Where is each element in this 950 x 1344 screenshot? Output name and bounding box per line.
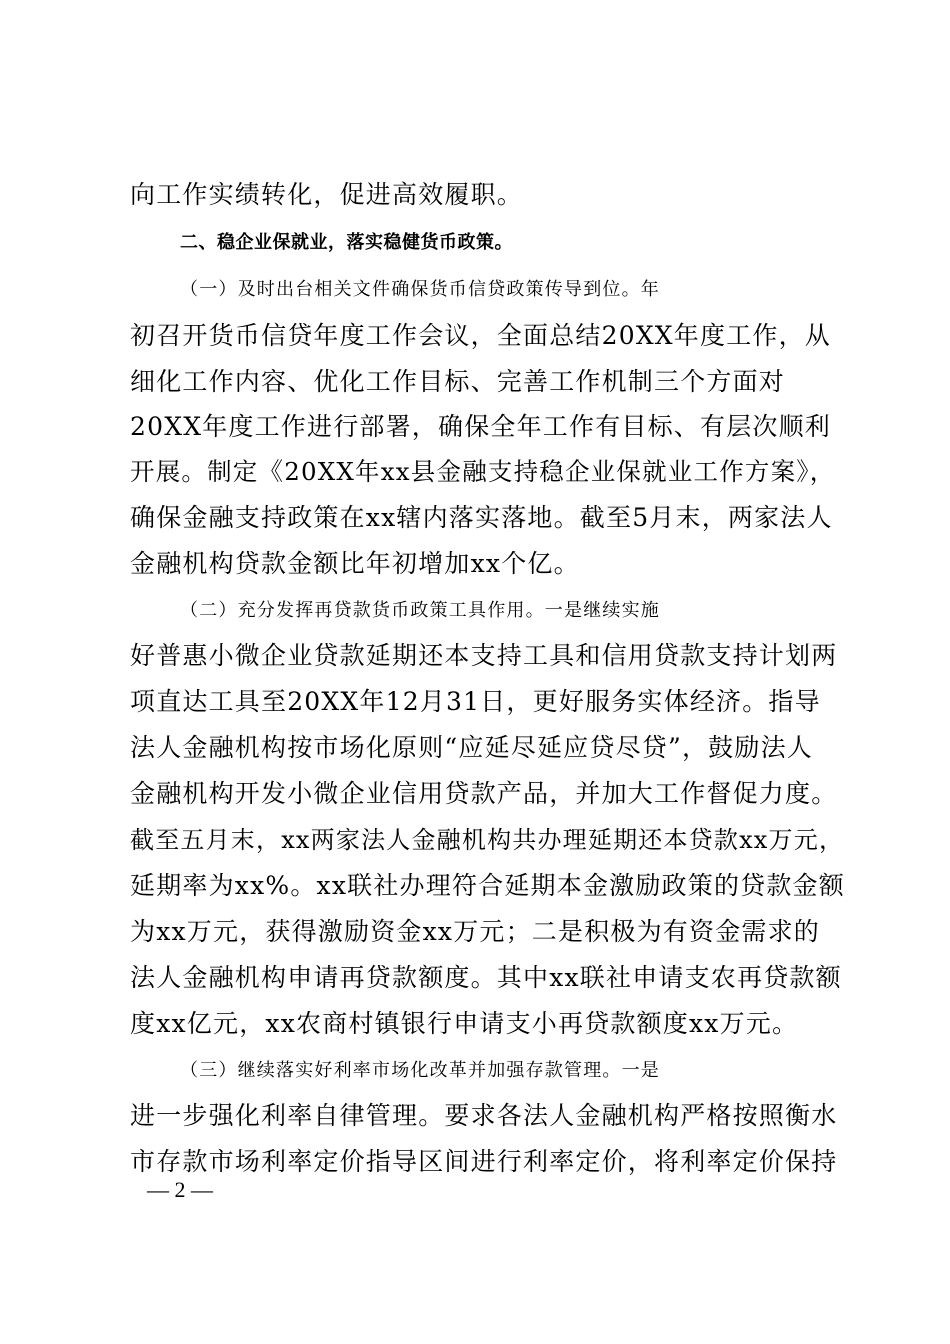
- body-text-line: 项直达工具至20XX年12月31日，更好服务实体经济。指导: [130, 687, 821, 716]
- page-number: — 2 —: [147, 1177, 213, 1202]
- body-text-line: 法人金融机构按市场化原则“应延尽延应贷尽贷”，鼓励法人: [130, 733, 813, 762]
- body-text-line: 延期率为xx%。xx联社办理符合延期本金激励政策的贷款金额: [130, 871, 845, 900]
- body-text-line: 市存款市场利率定价指导区间进行利率定价，将利率定价保持: [130, 1147, 838, 1176]
- body-text-line: 截至五月末，xx两家法人金融机构共办理延期还本贷款xx万元，: [130, 826, 845, 854]
- body-text-line: 金融机构开发小微企业信用贷款产品，并加大工作督促力度。: [130, 779, 838, 808]
- body-text-line: 进一步强化利率自律管理。要求各法人金融机构严格按照衡水: [130, 1101, 838, 1130]
- body-text-line: 金融机构贷款金额比年初增加xx个亿。: [130, 549, 580, 578]
- body-text-line: 向工作实绩转化，促进高效履职。: [130, 180, 524, 209]
- body-text-line: 细化工作内容、优化工作目标、完善工作机制三个方面对: [130, 367, 786, 396]
- body-text-line: 为xx万元，获得激励资金xx万元；二是积极为有资金需求的: [130, 917, 820, 946]
- subsection-heading-line: （一）及时出台相关文件确保货币信贷政策传导到位。年: [180, 279, 660, 300]
- body-text-line: 确保金融支持政策在xx辖内落实落地。截至5月末，两家法人: [130, 503, 833, 532]
- subsection-heading-line: （二）充分发挥再贷款货币政策工具作用。一是继续实施: [180, 600, 660, 621]
- subsection-heading-line: （三）继续落实好利率市场化改革并加强存款管理。一是: [180, 1060, 660, 1081]
- section-heading: 二、稳企业保就业，落实稳健货币政策。: [180, 232, 513, 253]
- body-text-line: 初召开货币信贷年度工作会议，全面总结20XX年度工作，从: [130, 321, 832, 350]
- body-text-line: 法人金融机构申请再贷款额度。其中xx联社申请支农再贷款额: [130, 963, 842, 992]
- body-text-line: 20XX年度工作进行部署，确保全年工作有目标、有层次顺利: [130, 412, 832, 441]
- body-text-line: 开展。制定《20XX年xx县金融支持稳企业保就业工作方案》，: [130, 457, 836, 486]
- body-text-line: 好普惠小微企业贷款延期还本支持工具和信用贷款支持计划两: [130, 641, 838, 670]
- body-text-line: 度xx亿元，xx农商村镇银行申请支小再贷款额度xx万元。: [130, 1009, 799, 1038]
